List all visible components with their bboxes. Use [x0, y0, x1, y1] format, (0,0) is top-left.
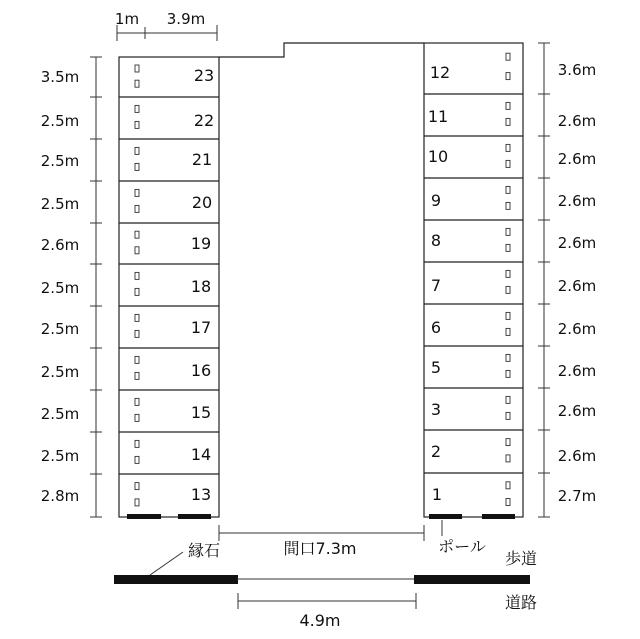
stall-number: 19 [190, 234, 212, 253]
dim-left-depth: 3.9m [166, 10, 206, 28]
wheel-stop-mark [135, 80, 139, 87]
wheel-stop-mark [135, 414, 139, 421]
frontage-label: 間口7.3m [283, 539, 357, 558]
pole-bar [482, 514, 515, 519]
wheel-stop-mark [135, 147, 139, 154]
sidewalk-label: 歩道 [504, 549, 538, 568]
wheel-stop-mark [135, 356, 139, 363]
stall-width-label: 2.8m [40, 487, 80, 505]
stall-width-label: 2.5m [40, 112, 80, 130]
stall-number: 5 [430, 358, 442, 377]
curb-right [414, 575, 530, 584]
wheel-stop-mark [135, 272, 139, 279]
stall-number: 20 [191, 193, 213, 212]
frontage-dimension [219, 525, 424, 558]
stall-number: 13 [190, 485, 212, 504]
wheel-stop-mark [135, 105, 139, 112]
wheel-stop-mark [135, 121, 139, 128]
dim-1m: 1m [114, 10, 140, 28]
wheel-stop-mark [506, 118, 510, 125]
stall-width-label: 2.5m [40, 405, 80, 423]
wheel-stop-mark [506, 186, 510, 193]
stall-width-label: 2.6m [557, 447, 597, 465]
wheel-stop-mark [506, 228, 510, 235]
top-dimension [115, 10, 217, 41]
right-width-dimensions [538, 43, 596, 517]
wheel-stop-mark [506, 144, 510, 151]
wheel-stop-mark [506, 160, 510, 167]
stall-number: 21 [191, 150, 213, 169]
right-stalls [424, 43, 523, 517]
pole-bar [127, 514, 161, 519]
stall-width-label: 2.5m [40, 320, 80, 338]
stall-number: 22 [193, 111, 215, 130]
stall-number: 16 [190, 361, 212, 380]
curb-label: 縁石 [187, 541, 221, 560]
left-stalls [119, 57, 219, 517]
stall-width-label: 2.6m [557, 150, 597, 168]
wheel-stop-mark [506, 455, 510, 462]
wheel-stop-mark [506, 270, 510, 277]
pole-markers [127, 514, 515, 519]
entrance-dimension [238, 593, 416, 630]
wheel-stop-mark [506, 499, 510, 506]
entrance-width-label: 4.9m [299, 611, 341, 630]
stall-number: 6 [430, 318, 442, 337]
wheel-stop-mark [506, 244, 510, 251]
pole-bar [178, 514, 211, 519]
stall-number: 9 [430, 191, 442, 210]
wheel-stop-mark [135, 205, 139, 212]
stall-width-label: 3.6m [557, 61, 597, 79]
wheel-stop-mark [506, 53, 510, 60]
wheel-stop-mark [135, 231, 139, 238]
wheel-stop-mark [506, 354, 510, 361]
stall-number: 23 [193, 66, 215, 85]
stall-number: 8 [430, 231, 442, 250]
road-label: 道路 [504, 593, 538, 612]
wheel-stop-mark [135, 372, 139, 379]
stall-number: 11 [427, 107, 449, 126]
stall-width-label: 2.6m [557, 402, 597, 420]
wheel-stop-mark [135, 398, 139, 405]
pole-annotation [438, 520, 486, 556]
wheel-stop-mark [506, 73, 510, 80]
stall-width-label: 2.6m [557, 277, 597, 295]
stall-width-label: 2.5m [40, 363, 80, 381]
lot-outline [219, 43, 424, 57]
wheel-stop-mark [506, 412, 510, 419]
stall-number: 14 [190, 445, 212, 464]
wheel-stop-mark [506, 370, 510, 377]
stall-width-label: 2.6m [557, 112, 597, 130]
wheel-stop-mark [135, 483, 139, 490]
wheel-stop-mark [135, 499, 139, 506]
stall-number: 10 [427, 147, 449, 166]
wheel-stop-mark [506, 286, 510, 293]
stall-width-label: 2.6m [557, 234, 597, 252]
stall-width-label: 2.7m [557, 487, 597, 505]
stall-width-label: 2.5m [40, 152, 80, 170]
pole-label: ポール [438, 537, 486, 556]
stall-width-label: 2.6m [557, 320, 597, 338]
stall-width-label: 2.6m [40, 236, 80, 254]
wheel-stop-mark [135, 314, 139, 321]
stall-number: 7 [430, 276, 442, 295]
wheel-stop-mark [135, 440, 139, 447]
wheel-stop-mark [506, 328, 510, 335]
wheel-stop-mark [506, 396, 510, 403]
wheel-stop-mark [135, 65, 139, 72]
stall-width-label: 2.5m [40, 447, 80, 465]
pole-bar [429, 514, 462, 519]
wheel-stop-mark [135, 189, 139, 196]
stall-number: 2 [430, 442, 442, 461]
stall-number: 12 [429, 63, 451, 82]
wheel-stop-mark [506, 482, 510, 489]
wheel-stop-mark [506, 202, 510, 209]
wheel-stop-mark [506, 312, 510, 319]
wheel-stop-mark [135, 456, 139, 463]
left-width-dimensions [41, 57, 102, 517]
stall-number: 3 [430, 400, 442, 419]
wheel-stop-mark [506, 439, 510, 446]
stall-number: 18 [190, 277, 212, 296]
stall-width-label: 2.6m [557, 192, 597, 210]
wheel-stop-mark [135, 330, 139, 337]
wheel-stop-mark [135, 163, 139, 170]
stall-width-label: 3.5m [40, 68, 80, 86]
stall-number: 17 [190, 318, 212, 337]
curb-left [114, 575, 238, 584]
stall-number: 1 [431, 485, 443, 504]
stall-width-label: 2.5m [40, 279, 80, 297]
stall-width-label: 2.6m [557, 362, 597, 380]
stall-number: 15 [190, 403, 212, 422]
wheel-stop-mark [506, 102, 510, 109]
wheel-stop-mark [135, 288, 139, 295]
stall-width-label: 2.5m [40, 195, 80, 213]
wheel-stop-mark [135, 247, 139, 254]
